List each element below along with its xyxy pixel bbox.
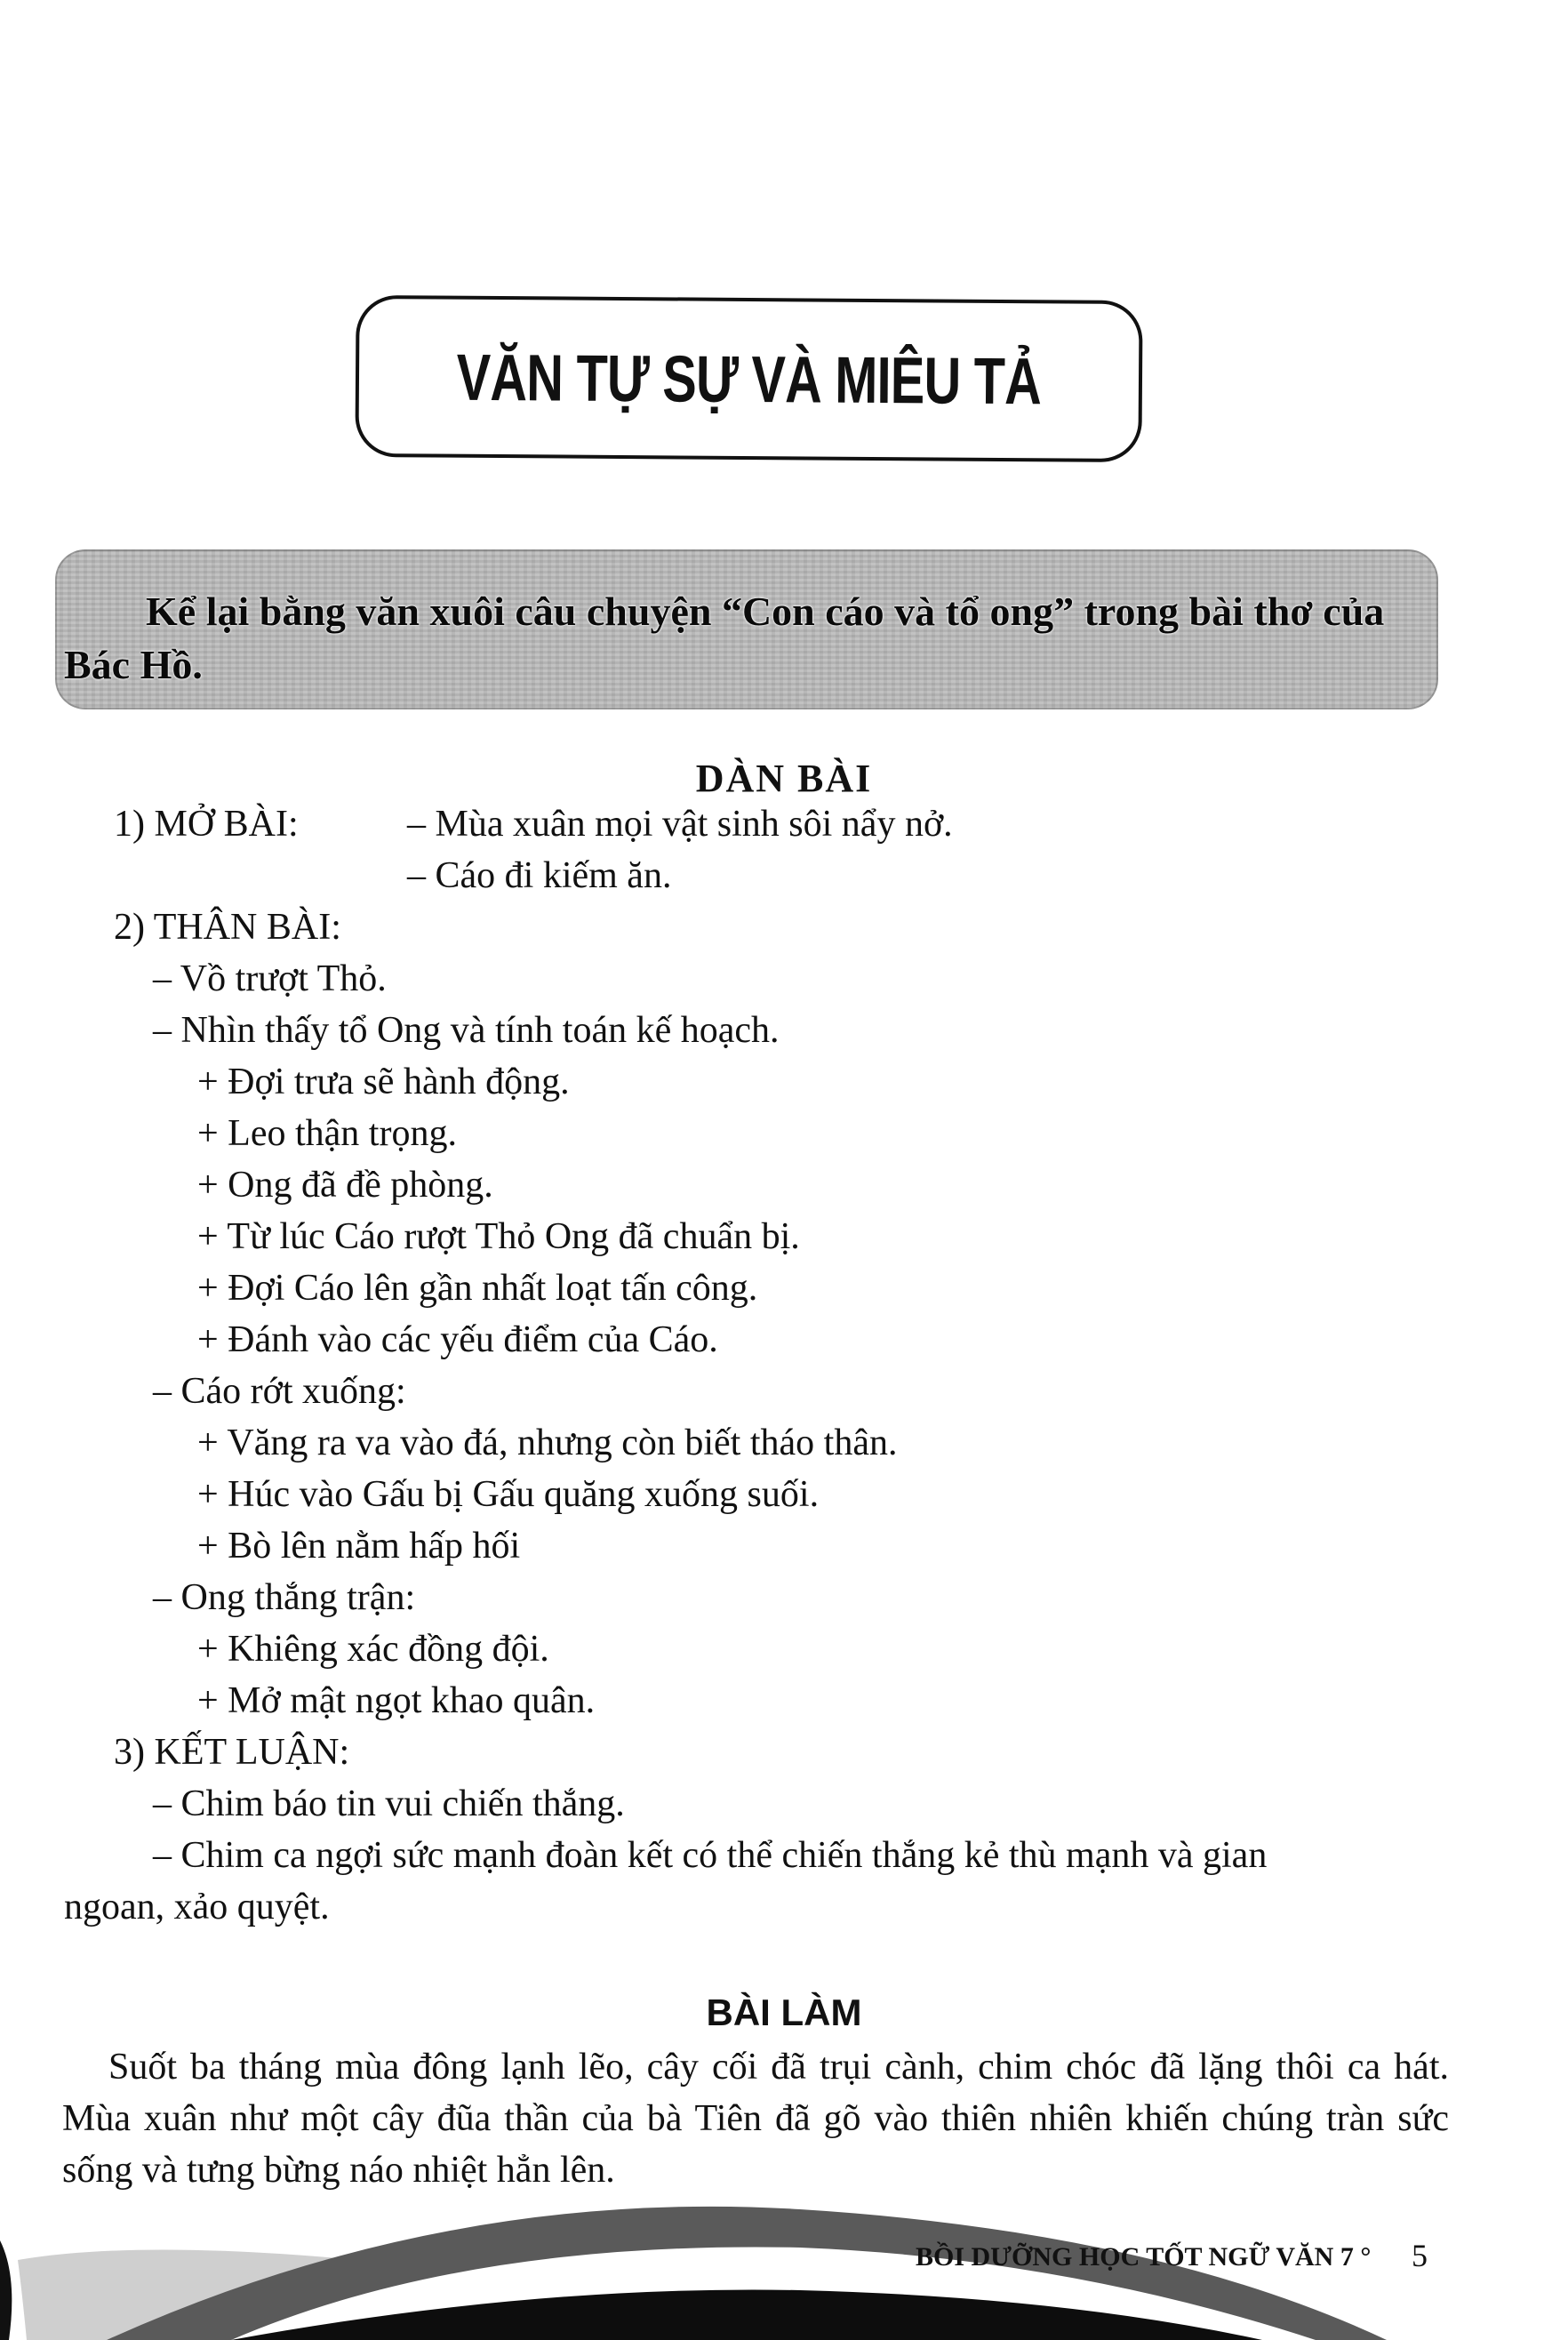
outline-subitem: + Bò lên nằm hấp hối (197, 1526, 521, 1567)
outline-item-continuation: ngoan, xảo quyệt. (64, 1887, 330, 1927)
footer-swoosh-decoration (0, 2205, 1568, 2340)
outline-subitem: + Văng ra va vào đá, nhưng còn biết tháo thân. (197, 1422, 898, 1463)
outline-subitem: + Đợi trưa sẽ hành động. (197, 1062, 570, 1102)
outline-subitem: + Húc vào Gấu bị Gấu quăng xuống suối. (197, 1474, 820, 1515)
outline-subitem: + Ong đã đề phòng. (197, 1165, 493, 1206)
assignment-prompt-box (55, 549, 1438, 709)
chapter-title: VĂN TỰ SỰ VÀ MIÊU TẢ (456, 340, 1042, 418)
book-title-footer: BỒI DƯỠNG HỌC TỐT NGỮ VĂN 7 ° (916, 2242, 1372, 2272)
assignment-prompt: Kể lại bằng văn xuôi câu chuyện “Con cáo và tổ ong” trong bài thơ của Bác Hồ. (64, 589, 1385, 687)
outline-heading: DÀN BÀI (695, 757, 873, 800)
outline-section-intro: 1) MỞ BÀI: (114, 804, 299, 845)
outline-subitem: + Leo thận trọng. (197, 1113, 457, 1154)
essay-heading: BÀI LÀM (706, 1991, 862, 2033)
outline-subitem: + Khiêng xác đồng đội. (197, 1629, 549, 1670)
page-number: 5 (1412, 2238, 1428, 2273)
outline-item: – Cáo đi kiếm ăn. (407, 855, 672, 896)
outline-subitem: + Đợi Cáo lên gần nhất loạt tấn công. (197, 1268, 758, 1309)
outline-item: – Chim báo tin vui chiến thắng. (153, 1783, 625, 1824)
outline-subitem: + Mở mật ngọt khao quân. (197, 1680, 596, 1721)
outline-item: – Vồ trượt Thỏ. (153, 958, 387, 999)
essay-paragraph: Suốt ba tháng mùa đông lạnh lẽo, cây cối đã trụi cành, chim chóc đã lặng thôi ca hát. Mùa xuân như một cây đũa thần của bà Tiên đã gõ vào thiên nhiên khiến chúng tràn sức sống và tưng bừng náo nhiệt hẳn lên. (62, 2047, 1449, 2191)
outline-section-conclusion: 3) KẾT LUẬN: (114, 1732, 350, 1773)
outline-item: – Chim ca ngợi sức mạnh đoàn kết có thể chiến thắng kẻ thù mạnh và gian (153, 1835, 1268, 1876)
outline-subitem: + Đánh vào các yếu điểm của Cáo. (197, 1319, 718, 1360)
outline-item: – Mùa xuân mọi vật sinh sôi nẩy nở. (407, 804, 953, 845)
outline-item: – Nhìn thấy tổ Ong và tính toán kế hoạch. (153, 1010, 780, 1051)
outline-item: – Cáo rớt xuống: (153, 1371, 406, 1412)
chapter-title-box (355, 295, 1142, 462)
outline-section-body: 2) THÂN BÀI: (114, 907, 341, 948)
outline-item: – Ong thắng trận: (153, 1577, 416, 1618)
outline-subitem: + Từ lúc Cáo rượt Thỏ Ong đã chuẩn bị. (197, 1216, 800, 1257)
